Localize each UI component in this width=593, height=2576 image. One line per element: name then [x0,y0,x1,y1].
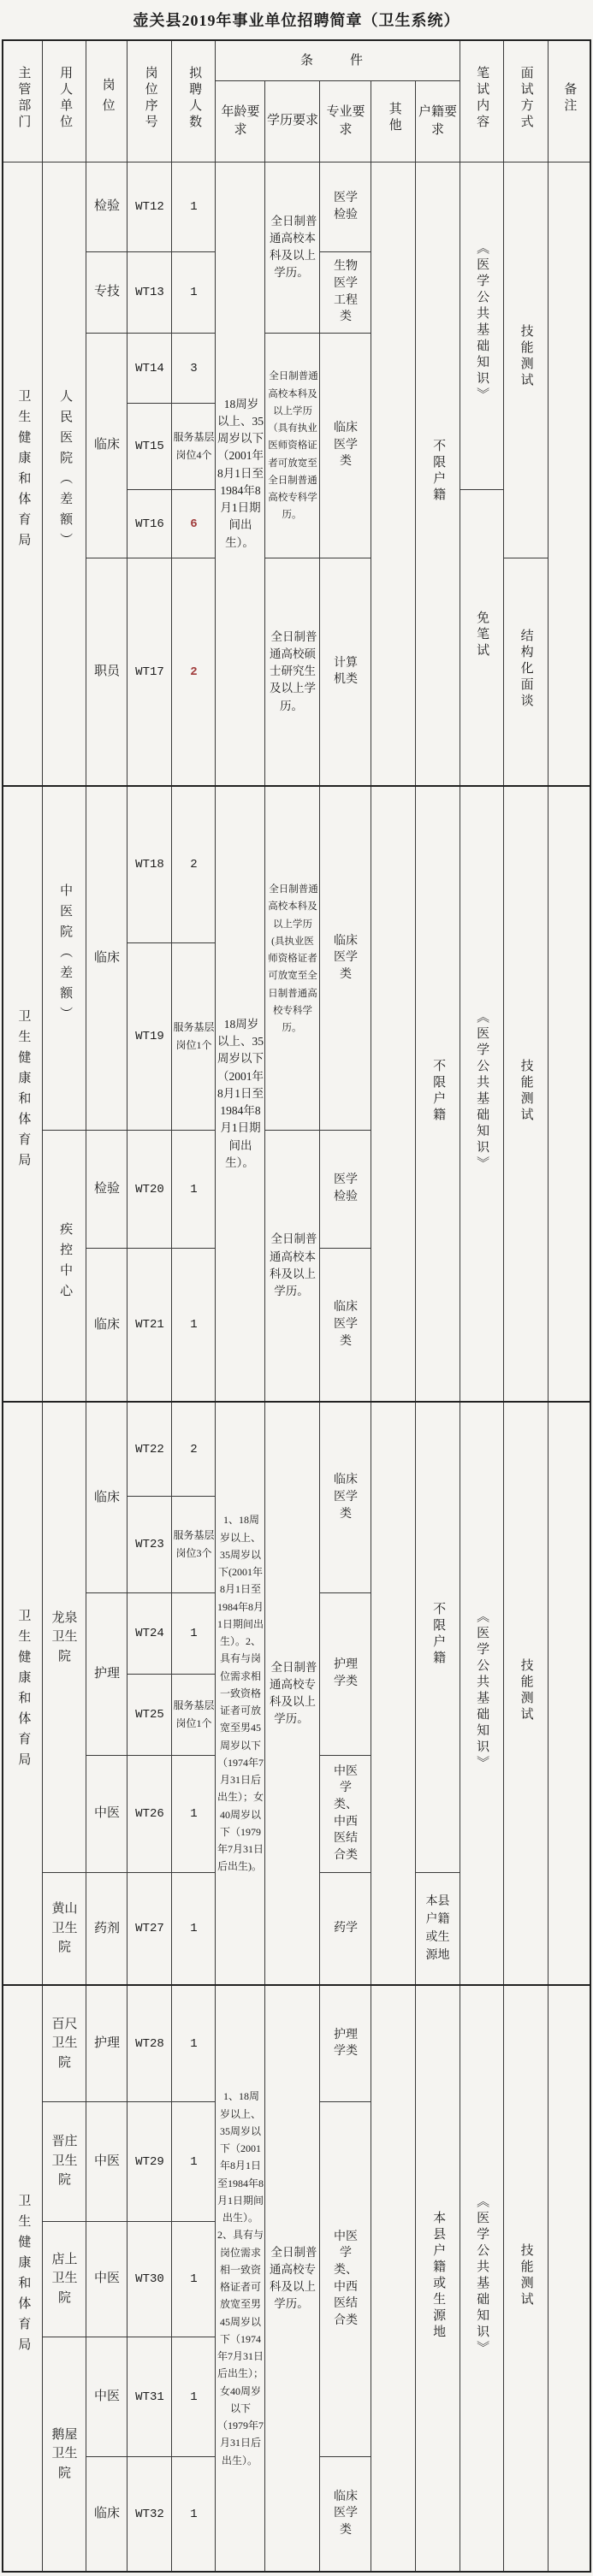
col-header-hires [172,40,216,162]
cell-hukou [416,162,460,786]
cell-written-text: 《医学公共基础知识》 [475,1609,489,1772]
cell-hires-text: 3 [190,361,198,375]
cell-hires-text: 6 [190,517,198,531]
cell-dept-text: 卫生健康和体育局 [16,1608,31,1773]
cell-age [216,786,265,1402]
cell-hires [172,333,216,403]
cell-age-text: 1、18周岁以上、35周岁以下（2001年8月1日至1984年8月1日期间出生）。2、具有与岗位需求相一致资格证者可放宽至男45周岁以下（1974年7月31日后出生）；女40周岁以下（1979年7月31日后出生）。 [216,2090,264,2467]
cell-maj [320,1592,371,1755]
cell-post-text: 临床 [93,438,120,452]
cell-hires-text: 服务基层岗位1个 [173,1699,215,1729]
cell-maj [320,333,371,558]
cell-post-text: 中医 [93,2389,120,2403]
cell-post [86,2456,127,2572]
cell-maj [320,786,371,1130]
cell-written-text: 《医学公共基础知识》 [475,241,489,405]
cell-hires-text: 服务基层岗位3个 [173,1529,215,1559]
cell-post [86,333,127,558]
col-header-dept-label: 主管部门 [16,66,31,132]
cell-hires-text: 2 [190,858,198,872]
cell-hires-text: 服务基层岗位1个 [173,1021,215,1051]
cell-no-text: WT14 [135,361,164,375]
cell-hires-text: 1 [190,1627,198,1641]
cell-hires-text: 1 [190,1922,198,1936]
cell-maj [320,558,371,786]
cell-no [127,1496,172,1592]
cell-post [86,1592,127,1755]
cell-written [460,162,503,489]
cell-post-text: 药剂 [93,1921,120,1935]
cell-hires [172,1402,216,1496]
cell-hukou [416,1985,460,2572]
cell-post-text: 护理 [93,1666,120,1681]
col-header-hukou [416,80,460,162]
cell-dept-text: 卫生健康和体育局 [16,2193,31,2358]
cell-age-text: 18周岁以上、35周岁以下（2001年8月1日至1984年8月1日期间出生）。 [216,1017,264,1169]
cell-maj-text: 中医学类、中西医结合类 [333,1764,358,1862]
cell-no [127,1872,172,1985]
col-header-age [216,80,265,162]
cell-hires-text: 1 [190,1807,198,1822]
cell-post-text: 专技 [93,285,120,299]
cell-no [127,333,172,403]
cell-emp-text: 人民医院（差额） [58,388,73,553]
cell-emp-text: 鹅屋卫生院 [51,2427,78,2480]
cell-no-text: WT20 [135,1182,164,1196]
cell-hires-text: 1 [190,1318,198,1332]
cell-edu-text: 全日制普通高校硕士研究生及以上学历。 [269,629,317,712]
cell-no-text: WT24 [135,1627,164,1641]
cell-post-text: 中医 [93,2272,120,2286]
cell-maj [320,1402,371,1592]
cell-maj-text: 中医学类、中西医结合类 [333,2230,358,2327]
cell-interview-text: 结构化面谈 [519,628,533,710]
cell-no [127,489,172,558]
cell-maj-text: 医学检验 [333,1173,358,1203]
cell-hukou-text: 不限户籍 [431,438,446,504]
cell-hires-text: 服务基层岗位4个 [173,431,215,461]
cell-hires-text: 2 [190,1442,198,1456]
cell-post-text: 临床 [93,2507,120,2521]
cell-edu-text: 全日制普通高校专科及以上学历。 [269,2245,317,2311]
cell-hires [172,1130,216,1248]
cell-emp [43,162,86,786]
cell-no-text: WT15 [135,440,164,454]
cell-interview [503,786,548,1402]
cell-emp-text: 晋庄卫生院 [51,2135,78,2188]
cell-age [216,1985,265,2572]
col-header-employer [43,40,86,162]
table-row [3,162,590,251]
cell-no [127,251,172,333]
cell-edu [265,1130,320,1402]
col-header-interview [503,40,548,162]
cell-no [127,942,172,1130]
cell-no [127,2456,172,2572]
cell-edu-text: 全日制普通高校本科及以上学历。 [269,214,317,280]
cell-written-text: 免笔试 [475,610,489,659]
cell-maj-text: 生物医学工程类 [333,260,358,324]
cell-hires [172,2337,216,2456]
cell-no-text: WT31 [135,2390,164,2404]
cell-emp [43,2337,86,2572]
cell-remark [548,162,590,786]
cell-post-text: 检验 [93,1181,120,1196]
cell-no [127,1674,172,1755]
cell-edu [265,333,320,558]
col-header-hires-label: 拟聘人数 [187,66,202,132]
cell-no-text: WT29 [135,2154,164,2169]
cell-written-text: 《医学公共基础知识》 [475,1009,489,1173]
cell-maj [320,1248,371,1402]
cell-post [86,1872,127,1985]
cell-emp-text: 黄山卫生院 [51,1902,78,1954]
cell-dept-text: 卫生健康和体育局 [16,1008,31,1173]
cell-emp [43,786,86,1130]
cell-no [127,1755,172,1872]
cell-hires [172,1755,216,1872]
cell-remark [548,1402,590,1985]
cell-no [127,558,172,786]
cell-post-text: 中医 [93,1806,120,1821]
cell-maj-text: 护理学类 [333,1658,358,1688]
cell-edu [265,1985,320,2572]
cell-hukou-text: 本县户籍或生源地 [431,2210,446,2341]
cell-hires [172,251,216,333]
cell-no [127,1985,172,2101]
cell-hires [172,786,216,942]
cell-no [127,1402,172,1496]
cell-other [371,1985,416,2572]
cell-edu-text: 全日制普通高校本科及以上学历。 [269,1232,317,1297]
cell-post [86,1402,127,1592]
cell-other [371,786,416,1402]
cell-hires [172,2456,216,2572]
col-header-major-label: 专业要求 [326,105,365,137]
cell-emp-text: 龙泉卫生院 [51,1610,78,1663]
cell-hires [172,1985,216,2101]
cell-hukou-text: 不限户籍 [431,1058,446,1124]
cell-hires [172,942,216,1130]
cell-hires-text: 1 [190,2272,198,2287]
col-header-other-label: 其他 [387,102,401,135]
cell-hires-text: 1 [190,2507,198,2521]
cell-maj [320,2101,371,2456]
cell-maj [320,1755,371,1872]
cell-no [127,1592,172,1674]
cell-emp-text: 疾控中心 [58,1221,73,1304]
cell-hukou-text: 不限户籍 [431,1602,446,1668]
cell-dept [3,786,43,1402]
page-title: 壶关县2019年事业单位招聘简章（卫生系统） [133,12,460,29]
cell-dept-text: 卫生健康和体育局 [16,388,31,553]
cell-post [86,1130,127,1248]
cell-edu-text: 全日制普通高校专科及以上学历。 [269,1660,317,1726]
cell-age-text: 18周岁以上、35周岁以下（2001年8月1日至1984年8月1日期间出生）。 [216,397,264,549]
cell-maj-text: 计算机类 [333,656,358,687]
cell-hires [172,2221,216,2337]
cell-no-text: WT12 [135,200,164,215]
cell-emp [43,1402,86,1872]
cell-other [371,1402,416,1985]
cell-no-text: WT13 [135,286,164,300]
cell-hires [172,489,216,558]
cell-written-text: 《医学公共基础知识》 [475,2194,489,2357]
cell-maj [320,1985,371,2101]
cell-no-text: WT32 [135,2507,164,2521]
cell-post-text: 临床 [93,1317,120,1332]
col-header-age-label: 年龄要求 [221,105,260,137]
cell-no-text: WT17 [135,665,164,679]
cell-hukou [416,786,460,1402]
cell-edu-text: 全日制普通高校本科及以上学历（具有执业医师资格证者可放宽至全日制普通高校专科学历。 [268,371,318,521]
cell-hukou [416,1872,460,1985]
cell-maj [320,1872,371,1985]
cell-hires [172,1248,216,1402]
cell-post [86,2101,127,2221]
col-header-post [86,40,127,162]
cell-hires-text: 1 [190,1182,198,1196]
cell-no [127,162,172,251]
col-header-education [265,80,320,162]
table-row [3,786,590,942]
cell-maj-text: 药学 [333,1922,358,1935]
cell-hires-text: 1 [190,200,198,215]
cell-interview-text: 技能测试 [519,1657,533,1723]
cell-age [216,1402,265,1985]
cell-emp-text: 店上卫生院 [51,2252,78,2305]
col-header-remark [548,40,590,162]
cell-other [371,162,416,786]
cell-remark [548,786,590,1402]
cell-no [127,2337,172,2456]
cell-post [86,786,127,1130]
cell-post [86,2337,127,2456]
cell-post-text: 检验 [93,199,120,214]
cell-no-text: WT27 [135,1922,164,1936]
cell-edu-text: 全日制普通高校本科及以上学历(具执业医师资格证者可放宽至全日制普通高校专科学历。 [268,884,318,1034]
cell-emp [43,2101,86,2221]
cell-post-text: 临床 [93,951,120,966]
cell-interview-text: 技能测试 [519,1058,533,1124]
cell-maj-text: 护理学类 [333,2028,358,2059]
cell-no-text: WT30 [135,2272,164,2287]
cell-post [86,558,127,786]
cell-maj-text: 临床医学类 [333,2490,358,2538]
cell-written [460,1985,503,2572]
cell-edu [265,786,320,1130]
col-header-remark-label: 备注 [562,82,577,115]
cell-hires-text: 1 [190,2036,198,2051]
cell-post-text: 中医 [93,2154,120,2168]
cell-no-text: WT21 [135,1318,164,1332]
cell-emp [43,1872,86,1985]
cell-post [86,1985,127,2101]
cell-emp [43,1985,86,2101]
cell-post-text: 护理 [93,2036,120,2051]
cell-maj-text: 临床医学类 [333,934,358,982]
cell-hires-text: 1 [190,2390,198,2404]
cell-maj [320,162,371,251]
cell-hires [172,558,216,786]
col-header-other [371,80,416,162]
cell-hires [172,1496,216,1592]
cell-no-text: WT23 [135,1538,164,1552]
cell-no [127,2221,172,2337]
cell-written [460,786,503,1402]
header-row-top [3,40,590,80]
col-header-written-label: 笔试内容 [475,66,489,132]
cell-interview [503,162,548,558]
col-header-education-label: 学历要求 [266,114,318,128]
cell-post [86,1755,127,1872]
cell-maj-text: 医学检验 [333,191,358,222]
col-header-post-no [127,40,172,162]
cell-hires-text: 1 [190,286,198,300]
cell-hukou-text: 本县户籍或生源地 [425,1894,450,1962]
col-header-written [460,40,503,162]
cell-hires [172,2101,216,2221]
cell-post [86,162,127,251]
cell-no [127,2101,172,2221]
col-header-employer-label: 用人单位 [58,66,73,132]
cell-interview [503,1985,548,2572]
cell-maj-text: 临床医学类 [333,422,358,469]
cell-no [127,1130,172,1248]
cell-no-text: WT25 [135,1708,164,1722]
cell-hires [172,1674,216,1755]
cell-hires [172,1592,216,1674]
cell-edu [265,162,320,333]
table-body [3,162,590,2572]
col-header-interview-label: 面试方式 [519,66,533,132]
cell-maj [320,1130,371,1248]
col-header-major [320,80,371,162]
cell-dept [3,1985,43,2572]
cell-interview [503,558,548,786]
cell-maj-text: 临床医学类 [333,1301,358,1348]
col-header-dept [3,40,43,162]
cell-emp-text: 中医院（差额） [58,883,73,1028]
table-header [3,40,590,162]
cell-edu [265,1402,320,1985]
cell-age-text: 1、18周岁以上、35周岁以下(2001年8月1日至1984年8月1日期间出生）。2、具有与岗位需求相一致资格证者可放宽至男45周岁以下（1974年7月31日后出生）；女40周岁以下（1979年7月31日后出生)。 [216,1514,264,1873]
cell-post-text: 临床 [93,1490,120,1504]
cell-maj [320,2456,371,2572]
cell-edu [265,558,320,786]
cell-hires [172,162,216,251]
cell-maj [320,251,371,333]
cell-emp [43,1130,86,1402]
table-row [3,1402,590,1496]
cell-post [86,251,127,333]
cell-no-text: WT26 [135,1807,164,1822]
cell-interview-text: 技能测试 [519,324,533,390]
cell-no-text: WT19 [135,1030,164,1044]
cell-hires-text: 2 [190,665,198,679]
cell-no-text: WT22 [135,1442,164,1456]
recruitment-table [2,39,591,2573]
cell-no-text: WT28 [135,2036,164,2051]
cell-written [460,1402,503,1985]
col-header-hukou-label: 户籍要求 [418,105,457,137]
cell-written [460,489,503,786]
cell-maj-text: 临床医学类 [333,1474,358,1521]
col-header-post-label: 岗位 [100,78,115,120]
cell-no [127,786,172,942]
cell-hires [172,403,216,489]
cell-emp-text: 百尺卫生院 [51,2017,78,2070]
table-row [3,1985,590,2101]
cell-no [127,1248,172,1402]
cell-no-text: WT16 [135,517,164,531]
col-header-post-no-label: 岗位序号 [143,66,157,132]
cell-dept [3,162,43,786]
cell-interview [503,1402,548,1985]
cell-post [86,1248,127,1402]
cell-hukou [416,1402,460,1872]
cell-age [216,162,265,786]
cell-hires [172,1872,216,1985]
cell-no-text: WT18 [135,858,164,872]
col-header-conditions [216,40,460,80]
cell-emp [43,2221,86,2337]
cell-interview-text: 技能测试 [519,2242,533,2308]
cell-hires-text: 1 [190,2154,198,2169]
cell-remark [548,1985,590,2572]
cell-no [127,403,172,489]
col-header-conditions-label: 条 件 [299,53,375,68]
cell-post [86,2221,127,2337]
cell-post-text: 职员 [93,665,120,679]
cell-dept [3,1402,43,1985]
